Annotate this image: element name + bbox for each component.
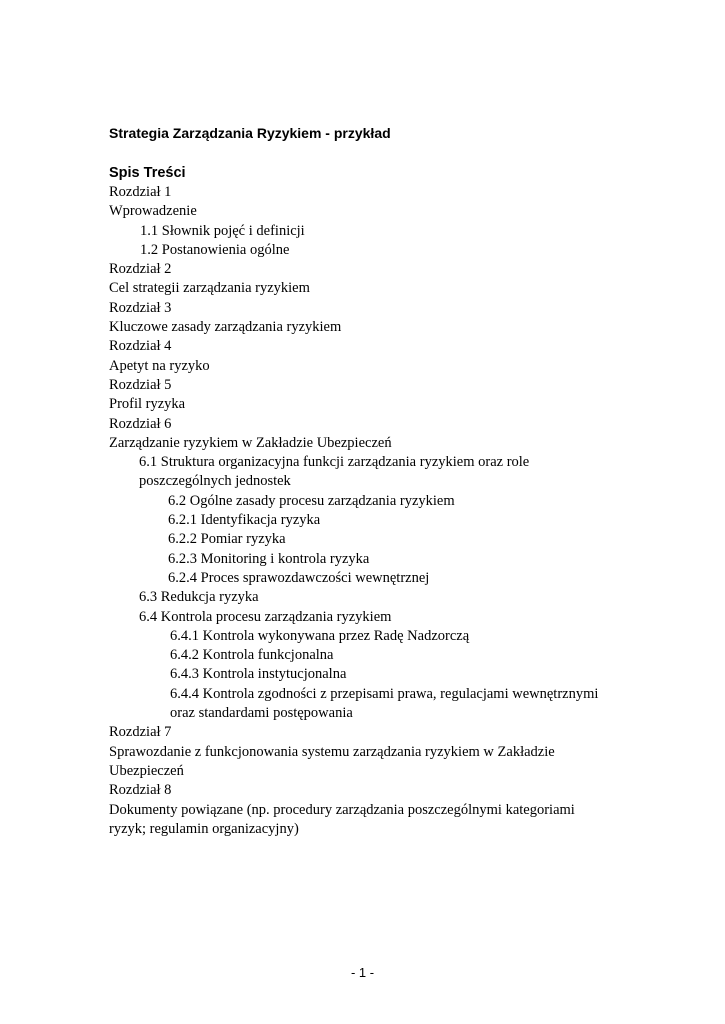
toc-chapter: Rozdział 7 [109,724,172,741]
toc-heading: Spis Treści [109,165,186,181]
toc-section: 6.2 Ogólne zasady procesu zarządzania ryzykiem [168,492,455,509]
toc-subsection: 6.2.4 Proces sprawozdawczości wewnętrznej [168,569,430,586]
toc-section-continuation: poszczególnych jednostek [139,473,291,490]
toc-chapter-title: Dokumenty powiązane (np. procedury zarządzania poszczególnymi kategoriami [109,801,575,818]
toc-chapter-title: Cel strategii zarządzania ryzykiem [109,280,310,297]
toc-chapter-title: Profil ryzyka [109,396,186,413]
toc-chapter-title-continuation: ryzyk; regulamin organizacyjny) [109,820,299,837]
toc-section: 6.3 Redukcja ryzyka [139,589,259,606]
toc-chapter: Rozdział 6 [109,415,172,432]
toc-chapter: Rozdział 5 [109,376,172,393]
toc-subsection: 6.4.1 Kontrola wykonywana przez Radę Nadzorczą [170,627,470,644]
toc-subsection: 6.4.4 Kontrola zgodności z przepisami prawa, regulacjami wewnętrznymi [170,685,599,702]
page-number: - 1 - [350,965,375,980]
toc-chapter-title: Zarządzanie ryzykiem w Zakładzie Ubezpieczeń [109,434,392,451]
toc-subsection: 6.4.2 Kontrola funkcjonalna [170,647,334,664]
toc-subsection: 6.4.3 Kontrola instytucjonalna [170,666,347,683]
toc-chapter-title: Kluczowe zasady zarządzania ryzykiem [109,319,342,336]
toc-subsection: 6.2.3 Monitoring i kontrola ryzyka [168,550,370,567]
toc-chapter: Rozdział 8 [109,782,172,799]
toc-section: 6.1 Struktura organizacyjna funkcji zarządzania ryzykiem oraz role [139,454,530,471]
toc-chapter-title-continuation: Ubezpieczeń [109,762,184,779]
toc-section: 6.4 Kontrola procesu zarządzania ryzykiem [139,608,392,625]
toc-chapter-title: Sprawozdanie z funkcjonowania systemu zarządzania ryzykiem w Zakładzie [109,743,555,760]
toc-section: 1.2 Postanowienia ogólne [140,241,290,258]
toc-subsection: 6.2.2 Pomiar ryzyka [168,531,286,548]
toc-subsection-continuation: oraz standardami postępowania [170,705,353,722]
document-title: Strategia Zarządzania Ryzykiem - przykład [109,125,391,141]
toc-chapter-title: Wprowadzenie [109,203,197,220]
toc-chapter: Rozdział 4 [109,338,172,355]
table-of-contents [109,183,629,839]
toc-section: 1.1 Słownik pojęć i definicji [140,222,305,239]
toc-chapter-title: Apetyt na ryzyko [109,357,210,374]
toc-chapter: Rozdział 3 [109,299,172,316]
toc-chapter: Rozdział 2 [109,261,172,278]
toc-chapter: Rozdział 1 [109,184,172,200]
toc-subsection: 6.2.1 Identyfikacja ryzyka [168,512,321,529]
